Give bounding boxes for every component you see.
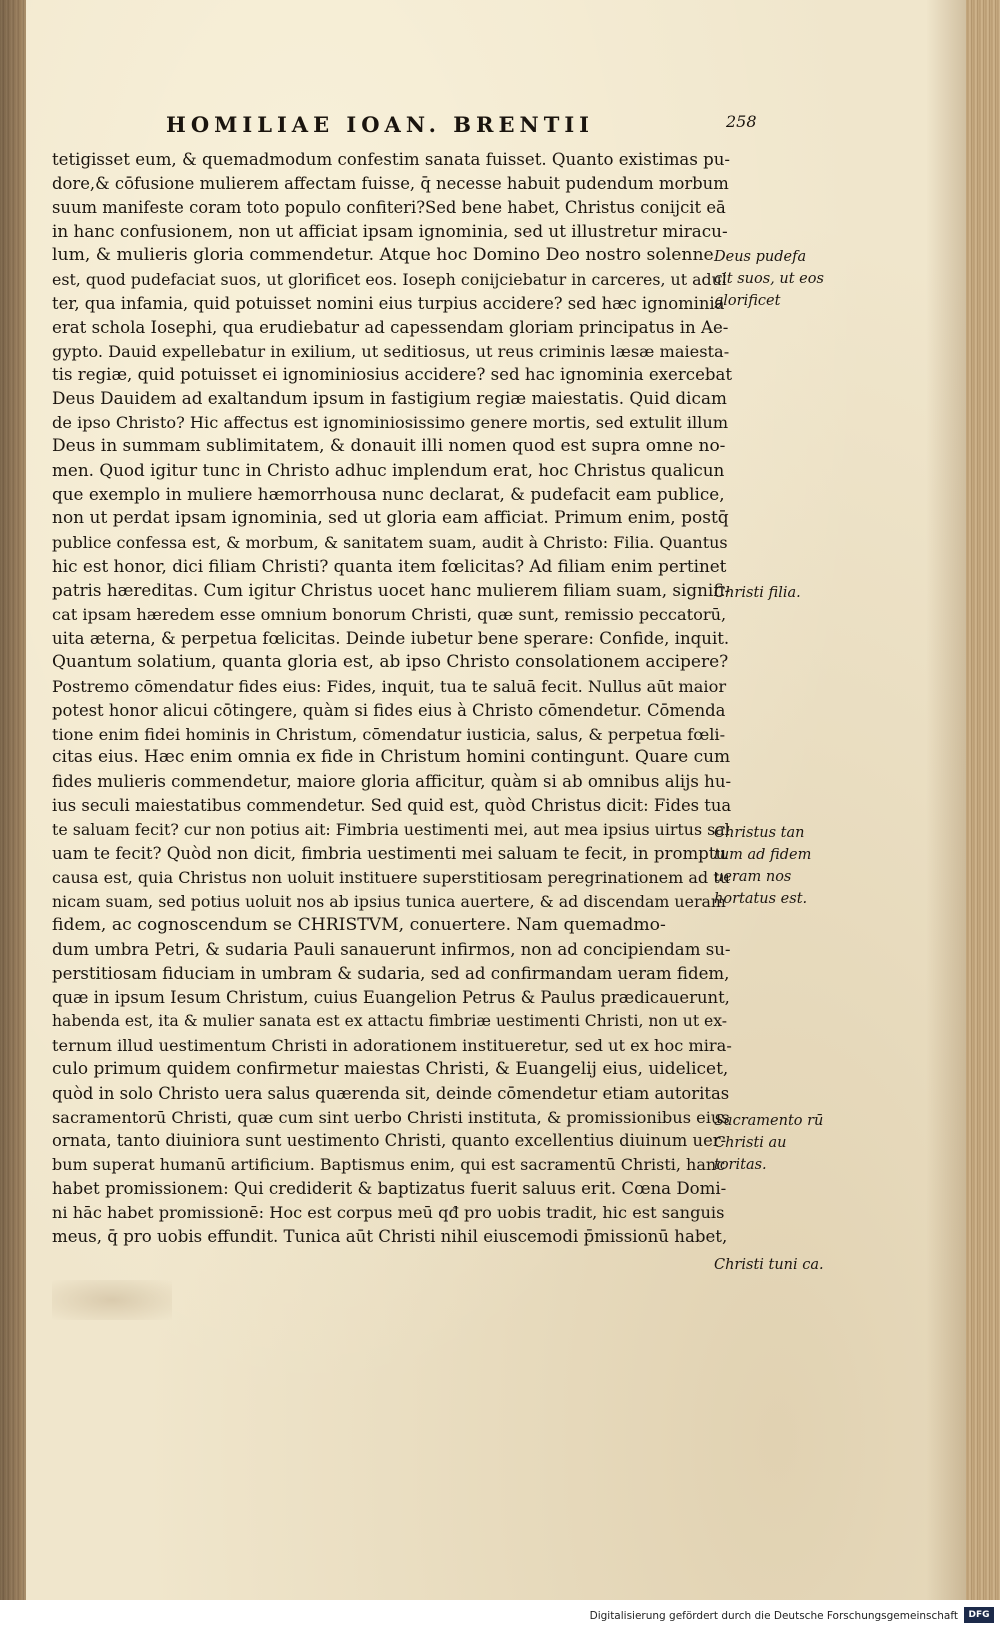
text-line: dum umbra Petri, & sudaria Pauli sanauerunt infirmos, non ad concipiendam su-: [52, 939, 731, 959]
text-line: fides mulieris commendetur, maiore gloria afficitur, quàm si ab omnibus alijs hu-: [52, 772, 732, 792]
text-line: Deus Dauidem ad exaltandum ipsum in fastigium regiæ maiestatis. Quid dicam: [52, 388, 727, 409]
text-line: ternum illud uestimentum Christi in adorationem institueretur, sed ut ex hoc mira-: [52, 1035, 732, 1055]
text-line: de ipso Christo? Hic affectus est ignominiosissimo genere mortis, sed extulit illum: [52, 413, 729, 433]
text-line: tis regiæ, quid potuisset ei ignominiosius accidere? sed hac ignominia exercebat: [52, 365, 732, 385]
text-line: nicam suam, sed potius uoluit nos ab ipsius tunica auertere, & ad discendam ueram: [52, 892, 726, 912]
page-fold-shadow: [926, 0, 966, 1600]
text-line: dore,& cōfusione mulierem affectam fuisse, q̄ necesse habuit pudendum morbum: [52, 173, 729, 193]
text-line: que exemplo in muliere hæmorrhousa nunc declarat, & pudefacit eam publice,: [52, 484, 725, 505]
text-line: erat schola Iosephi, qua erudiebatur ad capessendam gloriam principatus in Ae-: [52, 317, 729, 337]
text-line: quæ in ipsum Iesum Christum, cuius Euangelion Petrus & Paulus prædicauerunt,: [52, 987, 730, 1007]
text-line: ter, qua infamia, quid potuisset nomini eius turpius accidere? sed hæc ignominia: [52, 293, 725, 313]
text-line: cat ipsam hæredem esse omnium bonorum Christi, quæ sunt, remissio peccatorū,: [52, 604, 727, 624]
marginal-note: Christi filia.: [714, 585, 801, 601]
text-line: te saluam fecit? cur non potius ait: Fimbria uestimenti mei, aut mea ipsius uirtus sal: [52, 820, 730, 840]
page-stack-edge: [966, 0, 1000, 1600]
text-line: uita æterna, & perpetua fœlicitas. Deinde iubetur bene sperare: Confide, inquit.: [52, 628, 730, 648]
page-header: [26, 112, 966, 142]
text-line: fidem, ac cognoscendum se CHRISTVM, conuertere. Nam quemadmo-: [52, 915, 666, 935]
text-line: culo primum quidem confirmetur maiestas Christi, & Euangelij eius, uidelicet,: [52, 1058, 729, 1079]
text-line: men. Quod igitur tunc in Christo adhuc implendum erat, hoc Christus qualicun: [52, 460, 725, 481]
text-line: quòd in solo Christo uera salus quærenda sit, deinde cōmendetur etiam autoritas: [52, 1083, 730, 1103]
folio-number: 258: [726, 112, 757, 131]
text-line: ornata, tanto diuiniora sunt uestimento Christi, quanto excellentius diuinum uer-: [52, 1131, 727, 1151]
marginal-note: Christus tan tum ad fidem ueram nos hortatus est.: [714, 825, 812, 907]
text-line: habet promissionem: Qui crediderit & baptizatus fuerit saluus erit. Cœna Domi-: [52, 1179, 727, 1199]
body-text: [52, 148, 732, 1249]
text-line: Postremo cōmendatur fides eius: Fides, inquit, tua te saluā fecit. Nullus aūt maior: [52, 676, 727, 696]
footer-bar: [0, 1600, 1000, 1631]
text-line: bum superat humanū artificium. Baptismus enim, qui est sacramentū Christi, hanc: [52, 1155, 726, 1175]
text-line: tetigisset eum, & quemadmodum confestim sanata fuisset. Quanto existimas pu-: [52, 150, 731, 169]
text-line: Quantum solatium, quanta gloria est, ab ipso Christo consolationem accipere?: [52, 651, 729, 672]
text-line: ni hāc habet promissionē: Hoc est corpus meū qđ pro uobis tradit, hic est sanguis: [52, 1203, 725, 1223]
text-line: citas eius. Hæc enim omnia ex fide in Christum homini contingunt. Quare cum: [52, 747, 731, 768]
text-line: potest honor alicui cōtingere, quàm si fides eius à Christo cōmendetur. Cōmenda: [52, 700, 726, 720]
text-line: patris hæreditas. Cum igitur Christus uocet hanc mulierem filiam suam, signifi-: [52, 579, 731, 600]
text-line: est, quod pudefaciat suos, ut glorificet eos. Ioseph conijciebatur in carceres, ut adul: [52, 269, 727, 289]
text-line: non ut perdat ipsam ignominia, sed ut gloria eam afficiat. Primum enim, postq̄: [52, 508, 729, 529]
book-page: [26, 0, 966, 1600]
text-line: habenda est, ita & mulier sanata est ex attactu fimbriæ uestimenti Christi, non ut ex-: [52, 1011, 728, 1030]
running-title: HOMILIAE IOAN. BRENTII: [166, 112, 594, 137]
digitization-credit: Digitalisierung gefördert durch die Deutsche Forschungsgemeinschaft: [589, 1610, 958, 1622]
text-line: hic est honor, dici filiam Christi? quanta item fœlicitas? Ad filiam enim pertinet: [52, 555, 727, 576]
marginal-note: Sacramento rū Christi au toritas.: [714, 1113, 824, 1173]
text-line: perstitiosam fiduciam in umbram & sudaria, sed ad confirmandam ueram fidem,: [52, 963, 730, 983]
text-line: publice confessa est, & morbum, & sanitatem suam, audit à Christo: Filia. Quantus: [52, 533, 728, 552]
text-line: in hanc confusionem, non ut afficiat ipsam ignominia, sed ut illustretur miracu-: [52, 220, 728, 241]
marginal-note: Christi tuni ca.: [714, 1257, 824, 1273]
ink-bleed-stain: [52, 1280, 172, 1320]
text-line: Deus in summam sublimitatem, & donauit illi nomen quod est supra omne no-: [52, 436, 726, 457]
text-line: suum manifeste coram toto populo confiteri?Sed bene habet, Christus conijcit eā: [52, 197, 726, 217]
text-line: gypto. Dauid expellebatur in exilium, ut seditiosus, ut reus criminis læsæ maiesta-: [52, 341, 730, 361]
dfg-logo: DFG: [964, 1607, 994, 1623]
marginal-note: Deus pudefa cit suos, ut eos glorificet: [714, 249, 824, 309]
text-line: ius seculi maiestatibus commendetur. Sed quid est, quòd Christus dicit: Fides tua: [52, 796, 732, 816]
text-line: sacramentorū Christi, quæ cum sint uerbo Christi instituta, & promissionibus eius: [52, 1107, 730, 1127]
text-line: tione enim fidei hominis in Christum, cōmendatur iusticia, salus, & perpetua fœli-: [52, 724, 726, 744]
text-line: meus, q̄ pro uobis effundit. Tunica aūt Christi nihil eiuscemodi p̄missionū habet,: [52, 1227, 728, 1247]
text-line: causa est, quia Christus non uoluit instituere superstitiosam peregrinationem ad tu: [52, 868, 730, 888]
text-line: uam te fecit? Quòd non dicit, fimbria uestimenti mei saluam te fecit, in promptu: [52, 844, 727, 864]
text-line: lum, & mulieris gloria commendetur. Atque hoc Domino Deo nostro solenne: [52, 244, 714, 265]
binding-gutter: [0, 0, 22, 1631]
